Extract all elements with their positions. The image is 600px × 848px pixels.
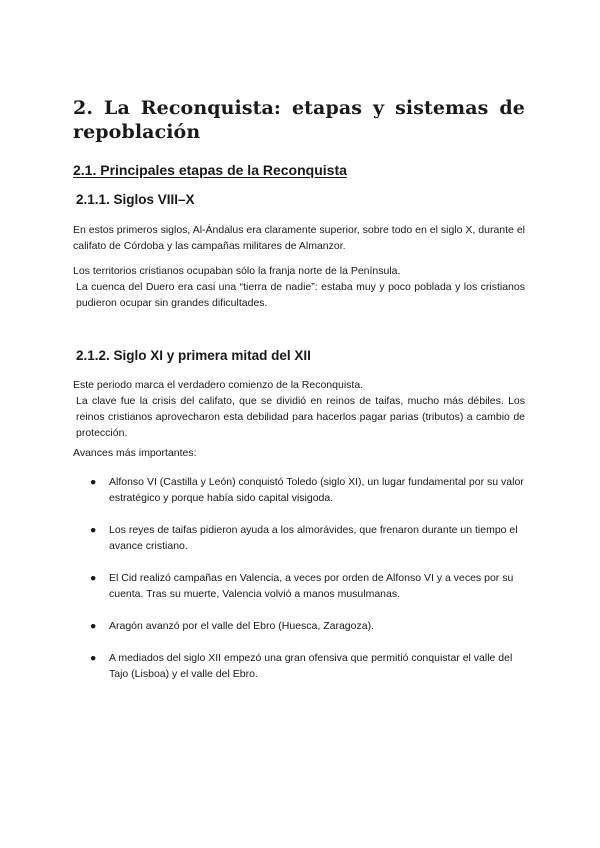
advances-label: Avances más importantes: — [73, 447, 197, 459]
bullet-icon: ● — [90, 476, 97, 488]
subsection-title-1: 2.1.1. Siglos VIII–X — [76, 192, 195, 207]
bullet-icon: ● — [90, 572, 97, 584]
paragraph-line: Los territorios cristianos ocupaban sólo la franja norte de la Península. — [73, 265, 401, 277]
list-item — [73, 570, 525, 602]
list-item — [73, 474, 525, 506]
paragraph-line: Este periodo marca el verdadero comienzo de la Reconquista. — [73, 379, 364, 391]
paragraph-line: La cuenca del Duero era casi una “tierra de nadie”: estaba muy y poco poblada y los cristianos pudieron ocupar sin grandes dificultades. — [76, 281, 525, 309]
paragraph-line: La clave fue la crisis del califato, que se dividió en reinos de taifas, mucho más débiles. Los reinos cristianos aprovecharon esta debilidad para hacerlos pagar parias (tributos) a cambio de protección. — [76, 395, 525, 439]
paragraph-period — [73, 377, 525, 441]
list-item-text: Los reyes de taifas pidieron ayuda a los almorávides, que frenaron durante un tiempo el avance cristiano. — [109, 524, 518, 552]
list-item — [73, 650, 525, 682]
list-item-text: A mediados del siglo XII empezó una gran ofensiva que permitió conquistar el valle del Tajo (Lisboa) y el valle del Ebro. — [109, 652, 513, 680]
section-heading: 2.1. Principales etapas de la Reconquista — [73, 162, 347, 178]
main-heading: 2. La Reconquista: etapas y sistemas de repoblación — [73, 97, 525, 143]
bullet-icon: ● — [90, 524, 97, 536]
list-item-text: El Cid realizó campañas en Valencia, a veces por orden de Alfonso VI y a veces por su cuenta. Tras su muerte, Valencia volvió a manos musulmanas. — [109, 572, 514, 600]
bullet-icon: ● — [90, 652, 97, 664]
list-item-text: Aragón avanzó por el valle del Ebro (Huesca, Zaragoza). — [109, 620, 374, 632]
list-item-text: Alfonso VI (Castilla y León) conquistó Toledo (siglo XI), un lugar fundamental por su valor estratégico y porque había sido capital visigoda. — [109, 476, 524, 504]
subsection-title-2: 2.1.2. Siglo XI y primera mitad del XII — [76, 348, 311, 363]
paragraph-intro: En estos primeros siglos, Al-Ándalus era claramente superior, sobre todo en el siglo X, durante el califato de Córdoba y las campañas militares de Almanzor. — [73, 224, 525, 252]
bullet-icon: ● — [90, 620, 97, 632]
list-item — [73, 618, 525, 634]
paragraph-territories — [73, 263, 525, 311]
list-item — [73, 522, 525, 554]
advances-list — [73, 474, 525, 698]
